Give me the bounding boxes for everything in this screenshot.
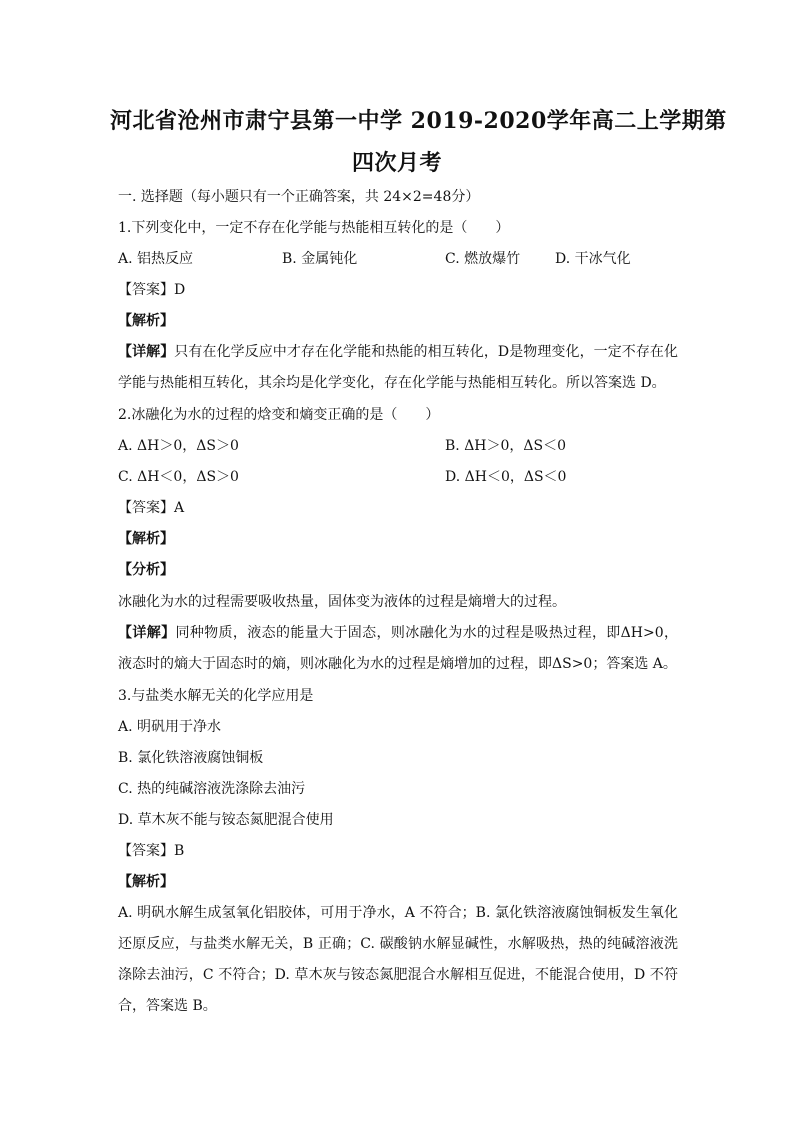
question-2-detail (118, 618, 678, 680)
question-1-detail-label: 【详解】 (118, 344, 175, 360)
question-2-fenxi-label: 【分析】 (118, 562, 174, 578)
question-2-stem: 2.冰融化为水的过程的焓变和熵变正确的是（ ） (118, 407, 440, 423)
question-1-option-a: A. 铝热反应 (118, 251, 194, 267)
question-1-analysis-label: 【解析】 (118, 313, 174, 329)
question-3-option-d: D. 草木灰不能与铵态氮肥混合使用 (118, 812, 334, 828)
question-2-detail-label: 【详解】 (118, 625, 176, 641)
question-2-analysis-label: 【解析】 (118, 531, 174, 547)
question-2-option-d: D. ΔH＜0，ΔS＜0 (445, 469, 567, 485)
page-title-line-1: 河北省沧州市肃宁县第一中学 2019-2020学年高二上学期第 (110, 108, 727, 134)
question-3-detail: A. 明矾水解生成氢氧化铝胶体，可用于净水，A 不符合；B. 氯化铁溶液腐蚀铜板发生氧化还原反应，与盐类水解无关，B 正确；C. 碳酸钠水解显碱性，水解吸热，热的纯碱溶液洗涤除去油污，C 不符合；D. 草木灰与铵态氮肥混合水解相互促进，不能混合使用，D 不符合，答案选 B。 (118, 905, 678, 1014)
question-1-detail (118, 337, 678, 399)
question-3-analysis-label: 【解析】 (118, 874, 174, 890)
question-2-fenxi-text: 冰融化为水的过程需要吸收热量，固体变为液体的过程是熵增大的过程。 (118, 594, 566, 610)
question-2-option-a: A. ΔH＞0，ΔS＞0 (118, 438, 239, 454)
question-3-option-a: A. 明矾用于净水 (118, 719, 222, 735)
question-1-option-c: C. 燃放爆竹 (445, 251, 521, 267)
question-2-option-c: C. ΔH＜0，ΔS＞0 (118, 469, 239, 485)
question-3-option-c: C. 热的纯碱溶液洗涤除去油污 (118, 781, 306, 797)
question-2-answer: 【答案】A (118, 500, 185, 516)
question-1-option-d: D. 干冰气化 (555, 251, 631, 267)
question-1-option-b: B. 金属钝化 (282, 251, 358, 267)
section-heading: 一. 选择题（每小题只有一个正确答案，共 24×2=48分） (118, 189, 480, 205)
page-title-line-2: 四次月考 (351, 150, 442, 176)
question-3-answer: 【答案】B (118, 843, 185, 859)
question-1-stem: 1.下列变化中，一定不存在化学能与热能相互转化的是（ ） (118, 220, 510, 236)
question-3-stem: 3.与盐类水解无关的化学应用是 (118, 688, 314, 704)
question-2-option-b: B. ΔH＞0，ΔS＜0 (445, 438, 567, 454)
question-1-detail-text: 只有在化学反应中才存在化学能和热能的相互转化，D是物理变化，一定不存在化学能与热能相互转化，其余均是化学变化，存在化学能与热能相互转化。所以答案选 D。 (118, 344, 679, 391)
question-1-answer: 【答案】D (118, 282, 186, 298)
question-2-detail-text: 同种物质，液态的能量大于固态，则冰融化为水的过程是吸热过程，即ΔH>0，液态时的熵大于固态时的熵，则冰融化为水的过程是熵增加的过程，即ΔS>0；答案选 A。 (118, 625, 678, 672)
question-3-option-b: B. 氯化铁溶液腐蚀铜板 (118, 750, 264, 766)
